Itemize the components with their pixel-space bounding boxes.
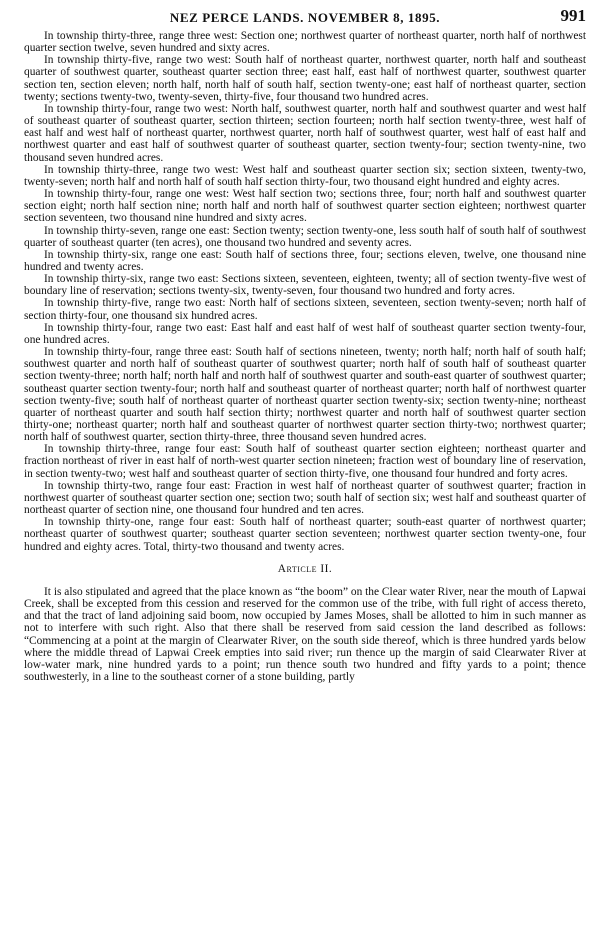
paragraph: In township thirty-six, range two east: Sections sixteen, seventeen, eighteen, twenty; all of section twenty-five west of boundary line of reservation; sections twenty-six, twenty-seven, four thousand two hundred and forty acres. — [24, 273, 586, 298]
running-title: NEZ PERCE LANDS. NOVEMBER 8, 1895. — [169, 10, 441, 25]
paragraph: In township thirty-three, range three west: Section one; northwest quarter of northeast quarter, north half of northwest quarter section twelve, seven hundred and sixty acres. — [24, 30, 586, 55]
article-heading: Article II. — [277, 562, 333, 575]
paragraph: In township thirty-four, range three east: South half of sections nineteen, twenty; north half; north half of south half; southwest quarter and north half of southeast quarter of southwest quarter; north half of south half of southeast quarter section twenty-three; north half; north half and north half of southwest quarter and south-east quarter of southwest quarter; southeast quarter section twenty-four; north half and southeast quarter of northeast quarter; north half of northwest quarter section twenty-five; south half of northeast quarter of northeast quarter section twenty-six; section twenty-nine; northeast quarter of northeast quarter and south half section thirty; northwest quarter and north half of southwest quarter section thirty-one; northeast quarter; north half and southeast quarter of northwest quarter section thirty-two; northwest quarter; north half of southwest quarter, section thirty-three, three thousand seven hundred acres. — [24, 346, 586, 444]
paragraph: In township thirty-three, range four east: South half of southeast quarter section eighteen; northeast quarter and fraction northeast of river in east half of north-west quarter section nineteen; fraction west of boundary line of reservation, in section twenty-two; west half and southeast quarter of section thirty-five, one thousand four hundred and forty acres. — [24, 443, 586, 480]
paragraph: In township thirty-four, range one west: West half section two; sections three, four; north half and southwest quarter section eight; north half section nine; north half and north half of southwest quarter section eighteen; northwest quarter section seventeen, two thousand nine hundred and sixty acres. — [24, 188, 586, 225]
page-number: 991 — [560, 6, 586, 25]
page-header — [24, 6, 586, 30]
body-text — [24, 30, 586, 683]
paragraph: In township thirty-two, range four east: Fraction in west half of northeast quarter of southwest quarter; fraction in northwest quarter of southeast quarter section one; section two; south half of section six; west half and southeast quarter of northeast quarter of section nine, one thousand four hundred and ten acres. — [24, 479, 586, 517]
paragraph: In township thirty-seven, range one east: Section twenty; section twenty-one, less south half of south half of southwest quarter of southeast quarter (ten acres), one thousand two hundred and seventy acres. — [24, 224, 586, 249]
paragraph: In township thirty-four, range two east: East half and east half of west half of southeast quarter section twenty-four, one hundred acres. — [24, 321, 586, 346]
paragraph: In township thirty-one, range four east: South half of northeast quarter; south-east quarter of northwest quarter; northeast quarter of southwest quarter; southeast quarter section seventeen; northwest quarter section twenty-one, four hundred and eighty acres. Total, thirty-two thousand and twenty acres. — [24, 516, 586, 553]
paragraph: In township thirty-five, range two west: South half of northeast quarter, northwest quarter, north half and southeast quarter of southwest quarter, southeast quarter section three; east half, east half of northwest quarter, southwest quarter section ten, section eleven; north half, north half of south half, section twenty-one; east half of northeast quarter, section twenty; sections twenty-two, twenty-seven, thirty-five, four thousand two hundred acres. — [24, 54, 586, 103]
paragraph: In township thirty-six, range one east: South half of sections three, four; sections eleven, twelve, one thousand nine hundred and twenty acres. — [24, 248, 586, 273]
article-paragraph: It is also stipulated and agreed that the place known as “the boom” on the Clear water River, near the mouth of Lapwai Creek, shall be excepted from this cession and reserved for the common use of the tribe, with full right of access thereto, and that the tract of land adjoining said boom, now occupied by James Moses, shall be allotted to him in such manner as not to interfere with such right. Also that there shall be reserved from said cession the land described as follows: “Commencing at a point at the margin of Clearwater River, on the south side thereof, which is three hundred yards below where the middle thread of Lapwai Creek empties into said river; run thence up the margin of said Clearwater River at low-water mark, nine hundred yards to a point; run thence south two hundred and fifty yards to a point; thence southwesterly, in a line to the southeast corner of a stone building, partly — [24, 585, 586, 683]
paragraph: In township thirty-five, range two east: North half of sections sixteen, seventeen, section twenty-seven; north half of section thirty-four, one thousand six hundred acres. — [24, 297, 586, 322]
paragraph: In township thirty-three, range two west: West half and southeast quarter section six; section sixteen, twenty-two, twenty-seven; north half and north half of south half section thirty-four, two thousand eight hundred and eighty acres. — [24, 163, 586, 188]
paragraph: In township thirty-four, range two west: North half, southwest quarter, north half and southwest quarter and west half of southeast quarter of southeast quarter, section thirteen; section fourteen; north half section twenty-three, west half of east half and west half of northeast quarter, northwest quarter, north half of southwest quarter, west half of east half and northwest quarter and east half of southwest quarter of southeast quarter, section twenty-four; section twenty-nine, two thousand seven hundred acres. — [24, 102, 586, 164]
